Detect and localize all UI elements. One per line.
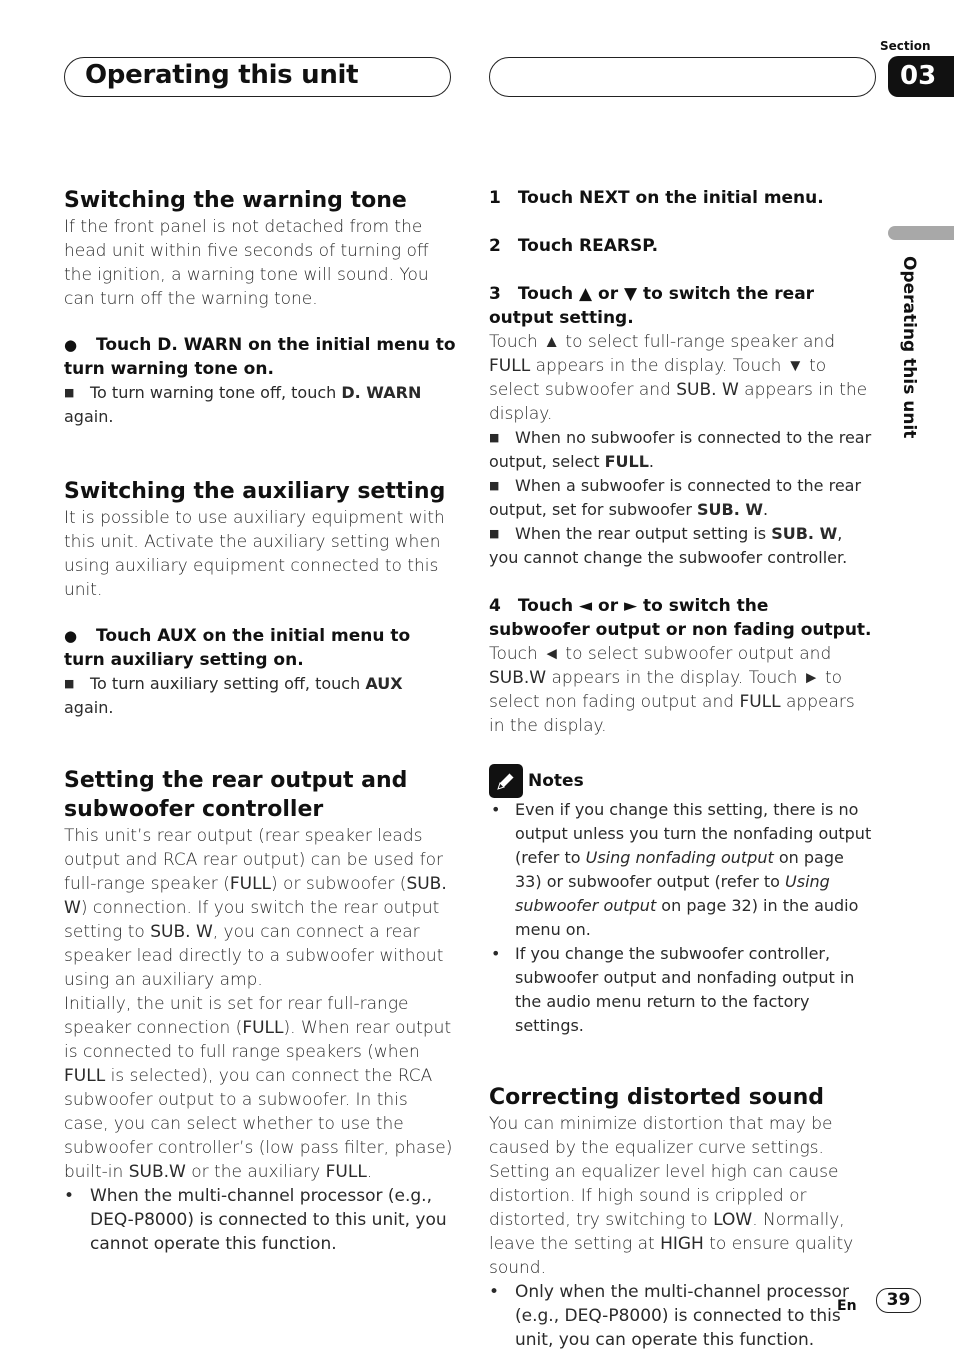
bullet-dot-icon: • [491,800,501,819]
warning-tone-step [64,333,456,381]
page-title: Operating this unit [85,60,359,90]
step-4: 4 Touch ◄ or ► to switch the subwoofer output or non fading output. [489,596,872,640]
step-2: 2 Touch REARSP. [489,236,659,256]
warning-tone-step-text: Touch D. WARN on the initial menu to turn warning tone on. [64,335,456,379]
language-label: En [837,1298,857,1314]
distorted-sound-heading: Correcting distorted sound [489,1085,825,1110]
bullet-dot-icon: • [64,1186,75,1206]
left-column [64,186,456,1256]
square-bullet-icon: ■ [64,677,75,690]
bullet-dot-icon: • [491,944,501,963]
step-3-substep-2: ■ When a subwoofer is connected to the rear output, set for subwoofer SUB. W. [489,476,862,519]
square-bullet-icon: ■ [489,527,500,540]
warning-tone-substep: ■ To turn warning tone off, touch D. WARN again. [64,383,422,426]
side-label: Operating this unit [899,256,919,439]
auxiliary-step-text: Touch AUX on the initial menu to turn auxiliary setting on. [64,626,411,670]
auxiliary-step [64,624,456,672]
section-number-badge: 03 [888,56,954,97]
rear-output-bullet: • When the multi-channel processor (e.g., DEQ-P8000) is connected to this unit, you cannot operate this function. [64,1186,447,1254]
square-bullet-icon: ■ [64,386,75,399]
warning-tone-body: If the front panel is not detached from the head unit within five seconds of turning off the ignition, a warning tone will sound. You can turn off the warning tone. [64,217,429,309]
side-tab-marker [888,226,954,240]
page-number: 39 [876,1288,921,1313]
distorted-sound-bullet: • Only when the multi-channel processor (e.g., DEQ-P8000) is connected to this unit, you can operate this function. [489,1282,849,1350]
note-2: • If you change the subwoofer controller, subwoofer output and nonfading output in the audio menu return to the factory settings. [489,942,875,1038]
header-title-frame [64,57,451,97]
step-3-substep-1: ■ When no subwoofer is connected to the rear output, select FULL. [489,428,872,471]
filled-circle-icon: ● [64,336,78,354]
note-1: • Even if you change this setting, there is no output unless you turn the nonfading output (refer to Using nonfading output on page 33) or subwoofer output (refer to Using subwoofer output on page 32) in the audio menu on. [489,798,875,942]
distorted-sound-body: You can minimize distortion that may be caused by the equalizer curve settings. Setting an equalizer level high can cause distortion. If high sound is crippled or distorted, try switching to LOW. Normally, leave the setting at HIGH to ensure quality sound. [489,1114,854,1278]
auxiliary-heading: Switching the auxiliary setting [64,479,446,504]
auxiliary-substep: ■ To turn auxiliary setting off, touch AUX again. [64,674,403,717]
notes-title: Notes [528,771,584,791]
filled-circle-icon: ● [64,627,78,645]
warning-tone-heading: Switching the warning tone [64,188,407,213]
notes-header [489,764,875,798]
rear-output-heading: Setting the rear output and subwoofer controller [64,768,408,822]
step-3: 3 Touch ▲ or ▼ to switch the rear output setting. [489,284,815,328]
auxiliary-body: It is possible to use auxiliary equipment with this unit. Activate the auxiliary setting when using auxiliary equipment connected to this unit. [64,508,445,600]
header-empty-frame [489,57,876,97]
step-3-substep-3: ■ When the rear output setting is SUB. W, you cannot change the subwoofer controller. [489,524,848,567]
step-3-body: Touch ▲ to select full-range speaker and FULL appears in the display. Touch ▼ to select subwoofer and SUB. W appears in the display. [489,332,868,424]
step-1: 1 Touch NEXT on the initial menu. [489,188,824,208]
rear-output-paragraph-2: Initially, the unit is set for rear full-range speaker connection (FULL). When rear output is connected to full range speakers (when FULL is selected), you can connect the RCA subwoofer output to a subwoofer. In this case, you can select whether to use the subwoofer controller’s (low pass filter, phase) built-in SUB.W or the auxiliary FULL. [64,994,453,1182]
step-4-body: Touch ◄ to select subwoofer output and SUB.W appears in the display. Touch ► to select non fading output and FULL appears in the display. [489,644,855,736]
square-bullet-icon: ■ [489,431,500,444]
pencil-note-icon [489,764,523,798]
bullet-dot-icon: • [489,1282,500,1302]
square-bullet-icon: ■ [489,479,500,492]
rear-output-paragraph-1: This unit’s rear output (rear speaker leads output and RCA rear output) can be used for full-range speaker (FULL) or subwoofer (SUB. W) connection. If you switch the rear output setting to SUB. W, you can connect a rear speaker lead directly to a subwoofer without using an auxiliary amp. [64,826,447,990]
section-label: Section [880,39,931,53]
right-column [489,186,875,1352]
